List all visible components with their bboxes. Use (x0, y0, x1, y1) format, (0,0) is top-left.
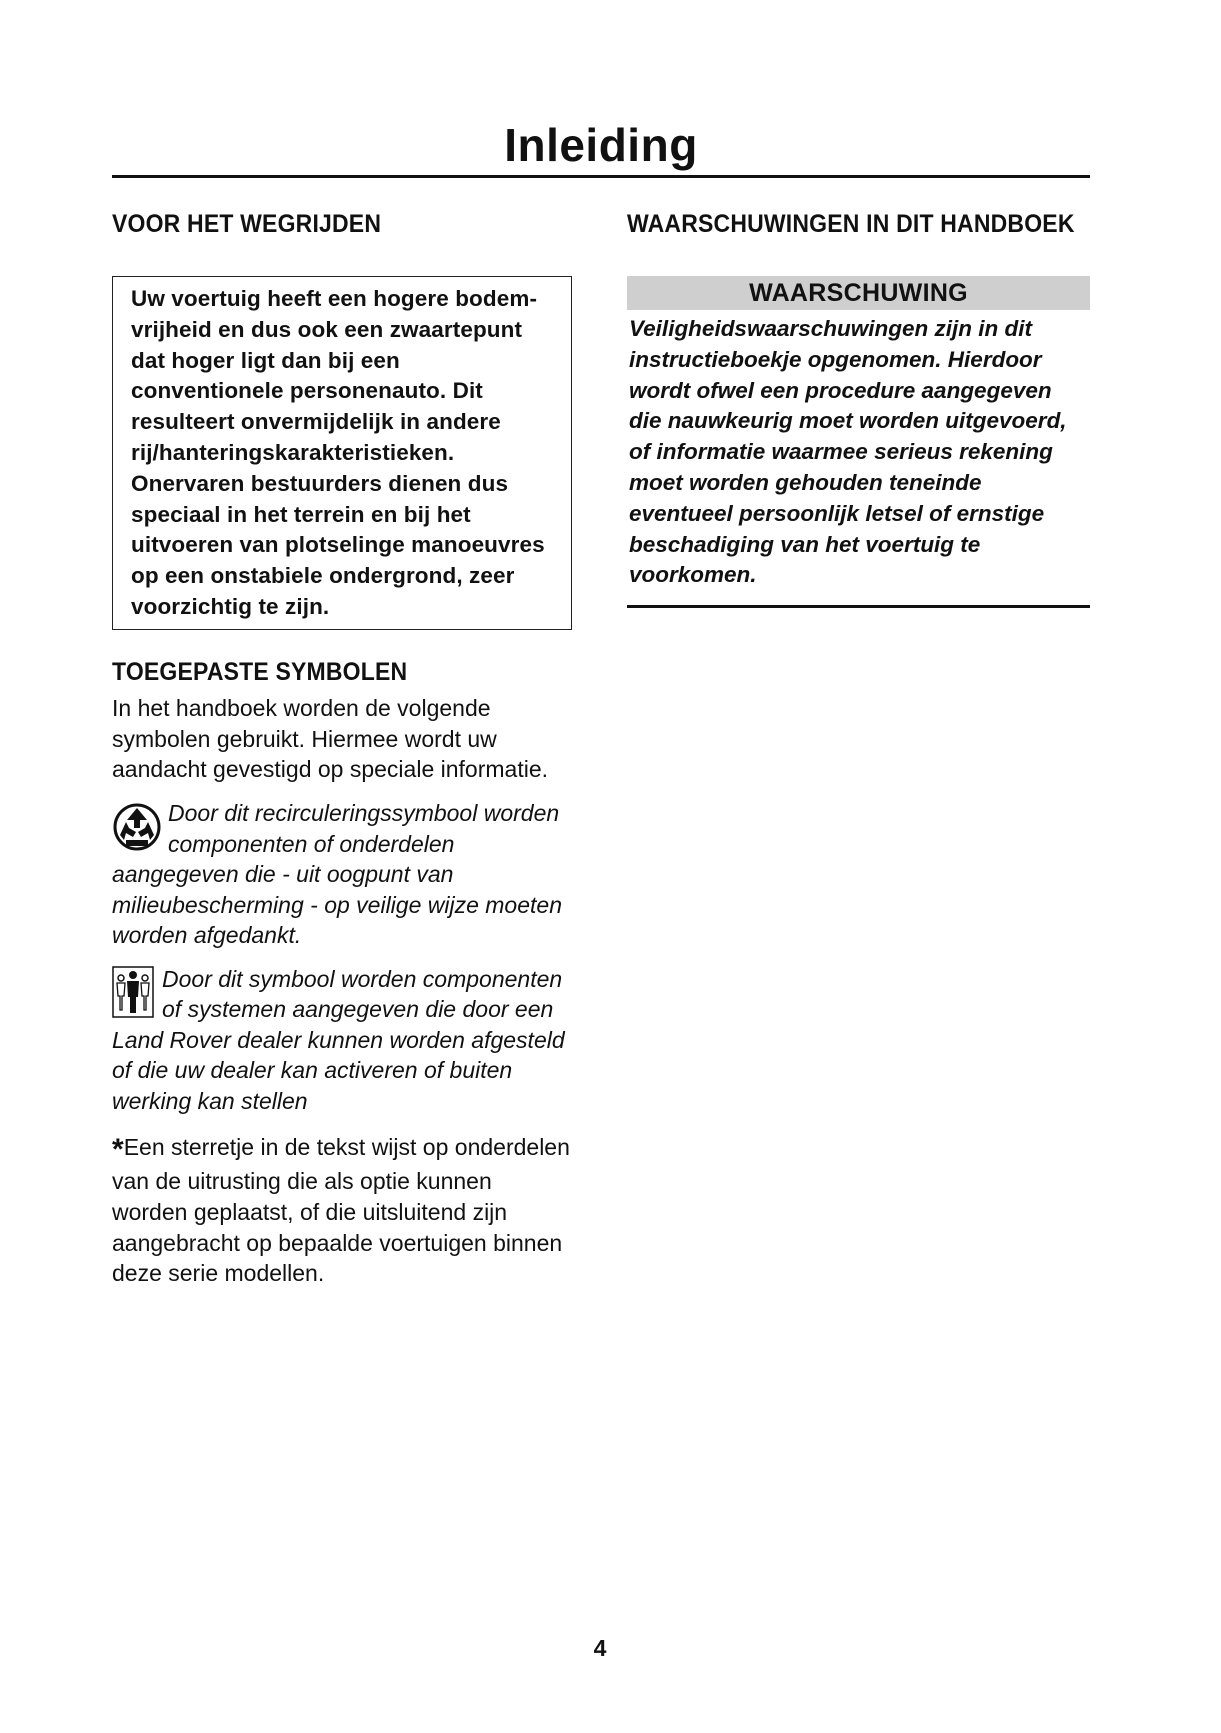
right-column (627, 210, 1090, 608)
warning-divider (627, 605, 1090, 608)
dealer-people-icon (112, 966, 154, 1018)
warning-text: Veiligheidswaarschuwingen zijn in dit instructieboekje opgenomen. Hierdoor wordt ofwel een procedure aangegeven die nauwkeurig moet worden uitgevoerd, of informatie waarmee serieus rekening moet worden gehouden teneinde eventueel persoonlijk letsel of ernstige beschadiging van het voertuig te voorkomen. (629, 316, 1067, 588)
asterisk-symbol: * (112, 1133, 124, 1167)
symbols-intro: In het handboek worden de volgende symbolen gebruikt. Hiermee wordt uw aandacht gevestigd op speciale informatie. (112, 694, 549, 783)
page-title: Inleiding (504, 119, 698, 171)
asterisk-note (112, 1132, 572, 1289)
section-title-symbols: TOEGEPASTE SYMBOLEN (112, 657, 408, 686)
left-column (112, 210, 572, 1289)
recycle-note (112, 798, 572, 951)
section-title-warnings: WAARSCHUWINGEN IN DIT HANDBOEK (627, 210, 1075, 238)
warning-label-band: WAARSCHUWING (627, 276, 1090, 310)
recycle-note-text: Door dit recirculeringssymbool worden componenten of onderdelen aangegeven die - uit oogpunt van milieubescherming - op veilige wijze moeten worden afgedankt. (112, 800, 562, 949)
title-divider (112, 175, 1090, 178)
driving-warning-box: Uw voertuig heeft een hogere bodem-vrijheid en dus ook een zwaartepunt dat hoger ligt dan bij een conventionele personenauto. Dit resulteert onvermijdelijk in andere rij/hanteringskarakteristieken. Onervaren bestuurders dienen dus speciaal in het terrein en bij het uitvoeren van plotselinge manoeuvres op een onstabiele ondergrond, zeer voorzichtig te zijn. (112, 276, 572, 630)
section-title-before-driving: VOOR HET WEGRIJDEN (112, 210, 382, 238)
recycle-icon (112, 802, 162, 852)
dealer-note (112, 964, 572, 1117)
asterisk-note-text: Een sterretje in de tekst wijst op onderdelen van de uitrusting die als optie kunnen worden geplaatst, of die uitsluitend zijn aangebracht op bepaalde voertuigen binnen deze serie modellen. (112, 1134, 570, 1287)
dealer-note-text: Door dit symbool worden componenten of systemen aangegeven die door een Land Rover dealer kunnen worden afgesteld of die uw dealer kan activeren of buiten werking kan stellen (112, 965, 565, 1114)
page-number: 4 (593, 1635, 607, 1661)
